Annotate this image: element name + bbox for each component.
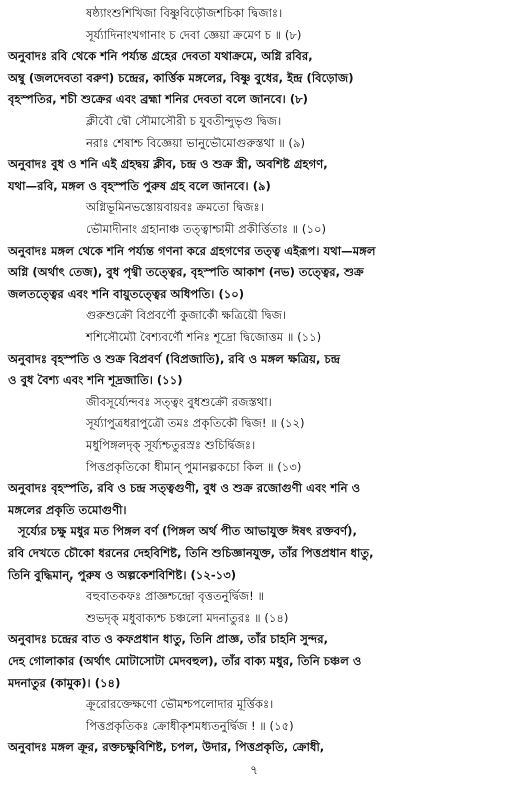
sanskrit-verse-line: ভৌমাদীনাং গ্রহানাঞ্চ তত্ত্বাশ্চামী প্রকীর্ত্তিতাঃ ॥ (১০) (86, 222, 327, 236)
sanskrit-verse-line: অগ্নিভূমিনভস্তোয়বায়বঃ ক্রমতো দ্বিজঃ। (86, 200, 264, 215)
sanskrit-verse-line: ক্রূরোরক্তেক্ষণো ভৌমশ্চপলোদার মূর্ত্তিকঃ। (86, 697, 274, 712)
translation-line: জলতত্ত্বের এবং শনি বায়ুতত্ত্বের অধিপতি। (১০) (8, 286, 245, 301)
sanskrit-verse-line: শশিসৌম্যৌ বৈশ্যবর্ণৌ শনিঃ শূদ্রো দ্বিজোত্তম ॥ (১১) (86, 330, 322, 344)
sanskrit-verse-line: জীবসূর্য্যেন্দবঃ সত্ত্বং বুধশুক্রৌ রজস্তথা। (86, 394, 272, 409)
translation-line: দেহ গোলাকার (অর্থাৎ মোটাসোটা মেদবহুল), তাঁর বাক্য মধুর, তিনি চঞ্চল ও (8, 654, 362, 668)
translation-line: অনুবাদঃ রবি থেকে শনি পর্য্যন্ত গ্রহের দেবতা যথাক্রমে, অগ্নি রবির, (8, 49, 313, 64)
page-number: ৭ (250, 763, 258, 777)
sanskrit-verse-line: ষষ্ঠ্যাংশুশিখিজা বিষ্ণুবিড়ৌজশচিকা দ্বিজাঃ। (86, 6, 283, 20)
sanskrit-verse-line: পিত্তপ্রকৃতিকো ধীমান্ পুমানল্পকচো কিল ॥ (১৩) (86, 459, 302, 474)
translation-line: অগ্নি (অর্থাৎ তেজ), বুধ পৃথ্বী তত্ত্বের, বৃহস্পতি আকাশ (নভ) তত্ত্বের, শুক্র (8, 265, 364, 280)
translation-line: যথা—রবি, মঙ্গল ও বৃহস্পতি পুরুষ গ্রহ বলে জানবে। (৯) (8, 178, 271, 193)
translation-line: বৃহস্পতির, শচী শুক্রের এবং ব্রহ্মা শনির দেবতা বলে জানবে। (৮) (8, 92, 308, 107)
sanskrit-verse-line: নরাঃ শেষাশ্চ বিজ্ঞেয়া ভানুভৌমোগুরুস্তথা ॥ (৯) (86, 135, 306, 150)
translation-line: অনুবাদঃ মঙ্গল থেকে শনি পর্য্যন্ত গণনা করে গ্রহগণের তত্ত্ব এইরূপ। যথা—মঙ্গল (8, 243, 376, 258)
sanskrit-verse-line: বহুবাতকফঃ প্রাজ্ঞশ্চন্দ্রো বৃত্ততনুর্দ্বিজ! ॥ (86, 589, 265, 604)
sanskrit-verse-line: পিত্তপ্রকৃতিকঃ ক্রোধীকৃশমধ্যতনুর্দ্বিজ ! ॥ (১৫) (86, 718, 294, 733)
sanskrit-verse-line: সূর্য্যাপুত্রধরাপুত্রৌ তমঃ প্রকৃতিকৌ দ্বিজ! ॥ (১২) (86, 416, 305, 431)
sanskrit-verse-line: মধুপিঙ্গলদৃক্ সূর্য্যশ্চতুরস্রঃ শুচির্দ্বিজঃ। (86, 438, 256, 452)
sanskrit-verse-line: শুভদৃক্ মধুবাক্যশ্চ চঞ্চলো মদনাতুরঃ ॥ (১৪) (86, 610, 289, 625)
sanskrit-verse-line: গুরুশুক্রৌ বিপ্রবর্ণৌ কুজার্কৌ ক্ষত্রিয়ৌ দ্বিজ। (86, 308, 287, 323)
sanskrit-verse-line: সূর্য্যাদিনাংখগানাং চ দেবা জ্ঞেয়া ক্রমেণ চ ॥ (৮) (86, 27, 302, 42)
translation-line: অনুবাদঃ বৃহস্পতি, রবি ও চন্দ্র সত্ত্বগুণী, বুধ ও শুক্র রজোগুণী এবং শনি ও (8, 481, 361, 496)
translation-line: অনুবাদঃ বুধ ও শনি এই গ্রহদ্বয় ক্লীব, চন্দ্র ও শুক্র স্ত্রী, অবশিষ্ট গ্রহগণ, (8, 157, 328, 172)
commentary-line: সূর্য্যের চক্ষু মধুর মত পিঙ্গল বর্ণ (পিঙ্গল অর্থ পীত আভাযুক্ত ঈষৎ রক্তবর্ণ), (18, 524, 357, 539)
commentary-line: রবি দেখতে চৌকো ধরনের দেহবিশিষ্ট, তিনি শুচিজ্ঞানযুক্ত, তাঁর পিত্তপ্রধান ধাতু, (8, 546, 374, 560)
translation-line: মদনাতুর (কামুক)। (১৪) (8, 675, 121, 690)
translation-line: অনুবাদঃ বৃহস্পতি ও শুক্র বিপ্রবর্ণ (বিপ্রজাতি), রবি ও মঙ্গল ক্ষত্রিয়, চন্দ্র (8, 351, 341, 366)
translation-line: অনুবাদঃ মঙ্গল ক্রূর, রক্তচক্ষুবিশিষ্ট, চপল, উদার, পিত্তপ্রকৃতি, ক্রোধী, (8, 740, 325, 755)
sanskrit-verse-line: ক্লীবৌ দ্বৌ সৌমাসৌরী চ যুবতীন্দুভৃগু দ্বিজ। (86, 114, 282, 128)
translation-line: মঙ্গলের প্রকৃতি তমোগুণী। (8, 502, 127, 517)
translation-line: ও বুধ বৈশ্য এবং শনি শূদ্রজাতি। (১১) (8, 373, 183, 388)
commentary-line: তিনি বুদ্ধিমান্, পুরুষ ও অল্পকেশবিশিষ্ট। (১২-১৩) (8, 567, 237, 582)
translation-line: অম্বু (জলদেবতা বরুণ) চন্দ্রের, কার্ত্তিক মঙ্গলের, বিষ্ণু বুধের, ইন্দ্র (বিড়োজ) (8, 70, 354, 85)
translation-line: অনুবাদঃ চন্দ্রের বাত ও কফপ্রধান ধাতু, তিনি প্রাজ্ঞ, তাঁর চাহনি সুন্দর, (8, 632, 329, 647)
